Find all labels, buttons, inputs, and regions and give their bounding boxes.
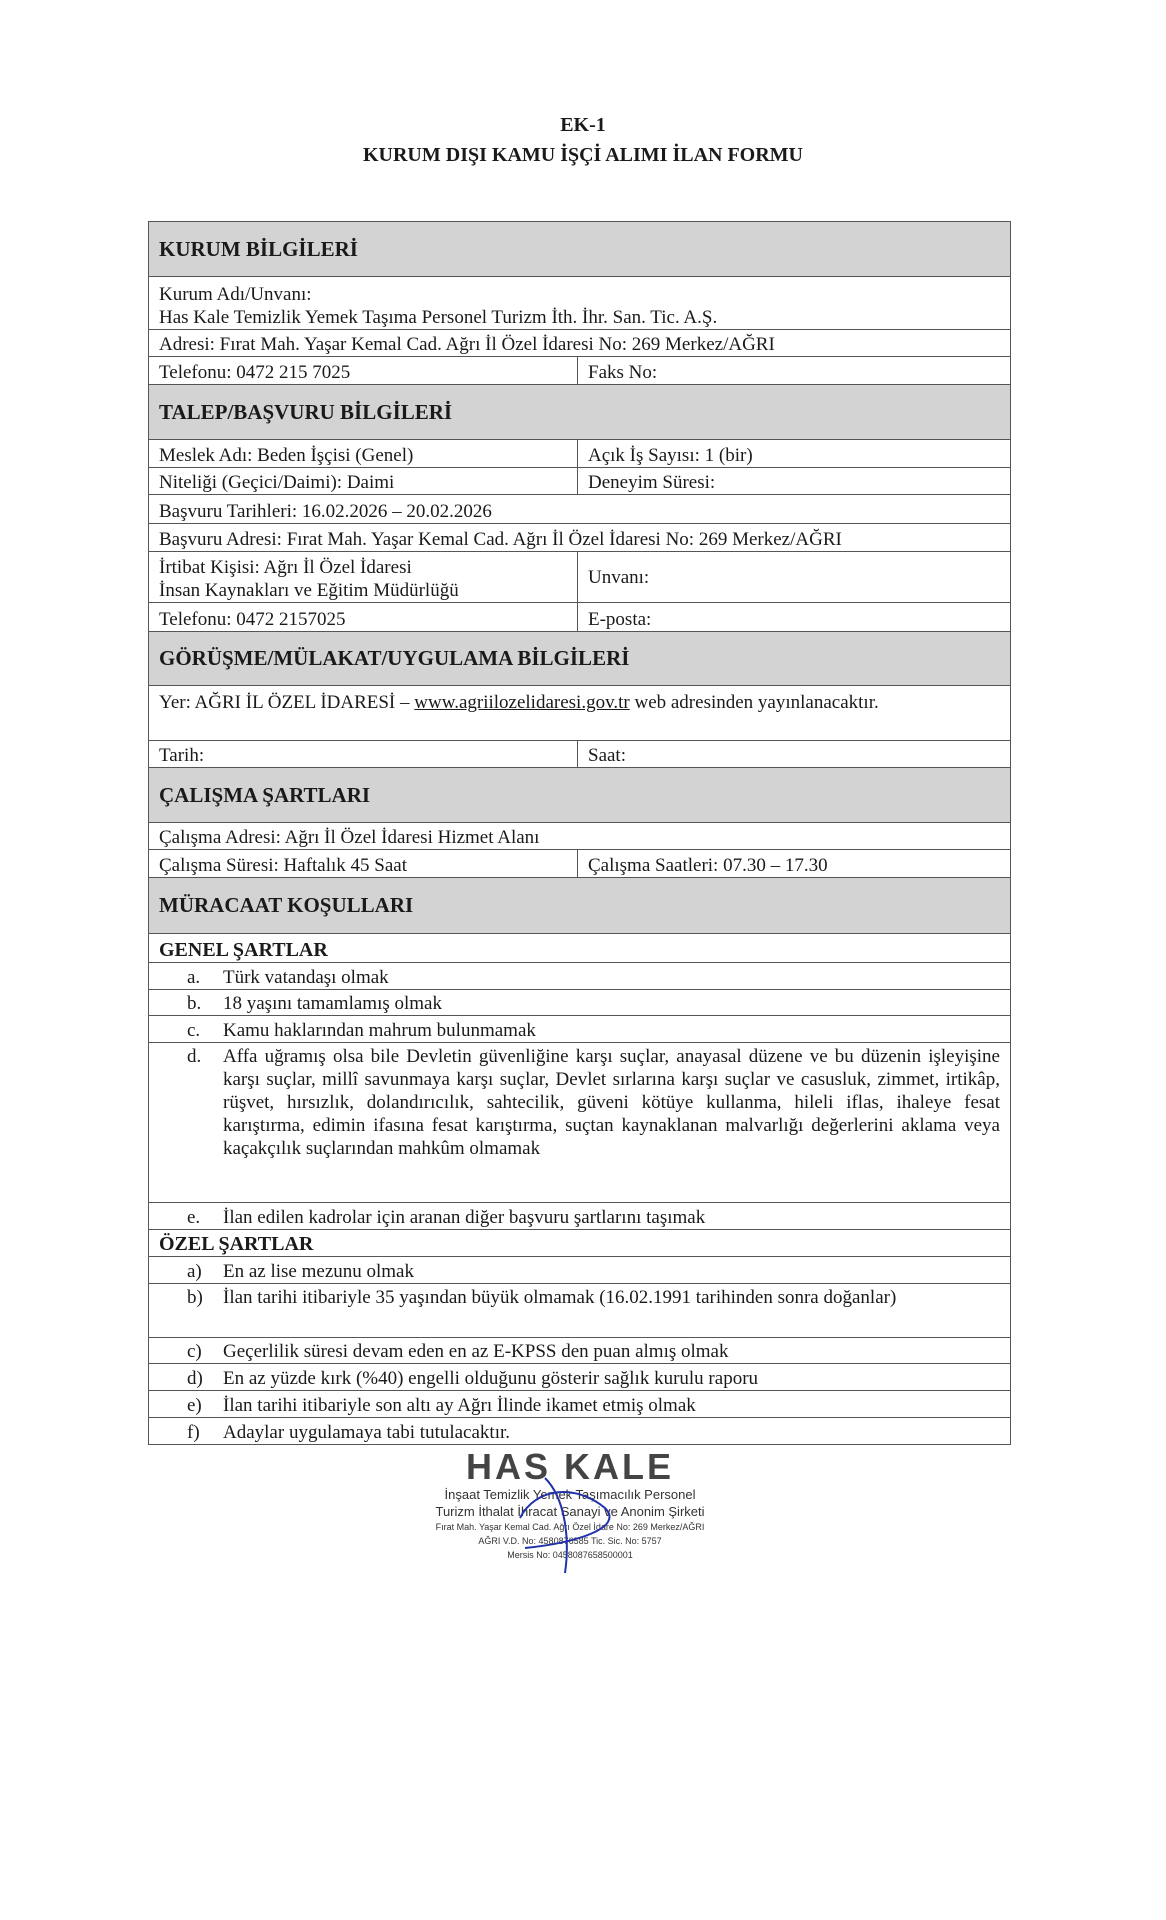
condition-row (149, 1418, 1010, 1445)
application-dates: Başvuru Tarihleri: 16.02.2026 – 20.02.2026 (159, 501, 492, 522)
stamp-line: İnşaat Temizlik Yemek Taşımacılık Personel (444, 1487, 696, 1502)
kurum-phone: Telefonu: 0472 215 7025 (149, 357, 578, 384)
stamp-line: Mersis No: 0458087658500001 (507, 1550, 633, 1560)
condition-text: Adaylar uygulamaya tabi tutulacaktır. (223, 1422, 511, 1443)
condition-row (149, 1016, 1010, 1043)
condition-row (149, 1391, 1010, 1418)
condition-row (149, 963, 1010, 990)
condition-text: İlan edilen kadrolar için aranan diğer başvuru şartlarını taşımak (223, 1207, 706, 1228)
contact-phone: Telefonu: 0472 2157025 (149, 603, 578, 631)
condition-text: Kamu haklarından mahrum bulunmamak (223, 1020, 536, 1041)
interview-date: Tarih: (149, 741, 578, 767)
condition-marker: e) (187, 1395, 202, 1416)
condition-marker: e. (187, 1207, 201, 1228)
condition-marker: b. (187, 993, 202, 1014)
contact-title: Unvanı: (588, 566, 650, 588)
kurum-address: Adresi: Fırat Mah. Yaşar Kemal Cad. Ağrı İl Özel İdaresi No: 269 Merkez/AĞRI (159, 334, 775, 355)
condition-marker: d. (187, 1046, 202, 1067)
stamp-line: Fırat Mah. Yaşar Kemal Cad. Ağrı Özel İdare No: 269 Merkez/AĞRI (435, 1522, 705, 1532)
condition-row (149, 1284, 1010, 1338)
condition-marker: d) (187, 1368, 203, 1389)
condition-text: Affa uğramış olsa bile Devletin güvenliğine karşı suçlar, anayasal düzene ve bu düzenin işleyişine karşı suçlar, millî savunmaya karşı suçlar, Devlet sırlarına karşı suçlar ve casusluk, zimmet, irtikâp, rüşvet, hırsızlık, dolandırıcılık, sahtecilik, güveni kötüye kullanma, hileli iflas, ihaleye fesat karıştırma, edimin ifasına fesat karıştırma, suçtan kaynaklanan malvarlığı değerlerini aklama veya kaçakçılık suçlarından mahkûm olmamak (223, 1046, 1000, 1159)
company-stamp (425, 1448, 715, 1562)
condition-marker: f) (187, 1422, 200, 1443)
annex-label: EK-1 (560, 114, 606, 136)
application-address: Başvuru Adresi: Fırat Mah. Yaşar Kemal Cad. Ağrı İl Özel İdaresi No: 269 Merkez/AĞRI (159, 529, 842, 550)
condition-row (149, 990, 1010, 1016)
condition-row (149, 1257, 1010, 1284)
open-positions: Açık İş Sayısı: 1 (bir) (588, 445, 753, 466)
condition-marker: c. (187, 1020, 201, 1041)
condition-marker: a. (187, 967, 201, 988)
contact-department: İnsan Kaynakları ve Eğitim Müdürlüğü (159, 580, 459, 601)
condition-text: 18 yaşını tamamlamış olmak (223, 993, 442, 1014)
job-name: Meslek Adı: Beden İşçisi (Genel) (149, 440, 578, 467)
work-address: Çalışma Adresi: Ağrı İl Özel İdaresi Hizmet Alanı (159, 827, 540, 848)
experience: Deneyim Süresi: (588, 472, 716, 493)
interview-place: Yer: AĞRI İL ÖZEL İDARESİ – (159, 692, 415, 713)
stamp-logo: HAS KALE (465, 1446, 674, 1487)
condition-row (149, 1338, 1010, 1364)
work-duration: Çalışma Süresi: Haftalık 45 Saat (149, 850, 578, 877)
general-conditions-heading: GENEL ŞARTLAR (149, 934, 1010, 963)
condition-text: İlan tarihi itibariyle 35 yaşından büyük olmamak (16.02.1991 tarihinden sonra doğanlar) (223, 1287, 897, 1308)
condition-marker: a) (187, 1261, 202, 1282)
condition-row (149, 1043, 1010, 1203)
form-title: KURUM DIŞI KAMU İŞÇİ ALIMI İLAN FORMU (362, 144, 804, 166)
work-hours: Çalışma Saatleri: 07.30 – 17.30 (588, 855, 828, 876)
contact-email: E-posta: (588, 609, 652, 630)
kurum-fax: Faks No: (588, 362, 658, 383)
stamp-line: Turizm İthalat İhracat Sanayi ve Anonim Şirketi (435, 1504, 705, 1519)
website-link[interactable]: www.agriilozelidaresi.gov.tr (414, 692, 630, 713)
section-muracaat-heading: MÜRACAAT KOŞULLARI (149, 878, 1010, 934)
section-kurum-heading: KURUM BİLGİLERİ (149, 222, 1010, 277)
kurum-name-label: Kurum Adı/Unvanı: (159, 284, 312, 305)
kurum-name: Has Kale Temizlik Yemek Taşıma Personel Turizm İth. İhr. San. Tic. A.Ş. (159, 307, 718, 328)
job-posting-form (148, 221, 1011, 1445)
section-talep-heading: TALEP/BAŞVURU BİLGİLERİ (149, 385, 1010, 440)
condition-text: Türk vatandaşı olmak (223, 967, 389, 988)
job-nature: Niteliği (Geçici/Daimi): Daimi (149, 468, 578, 494)
condition-text: Geçerlilik süresi devam eden en az E-KPSS den puan almış olmak (223, 1341, 729, 1362)
condition-text: En az yüzde kırk (%40) engelli olduğunu gösterir sağlık kurulu raporu (223, 1368, 759, 1389)
stamp-line: AĞRI V.D. No: 4580876585 Tic. Sic. No: 5757 (478, 1536, 662, 1546)
signature (425, 1448, 715, 1578)
interview-time: Saat: (588, 745, 626, 766)
section-calisma-heading: ÇALIŞMA ŞARTLARI (149, 768, 1010, 823)
condition-marker: b) (187, 1287, 203, 1308)
condition-marker: c) (187, 1341, 202, 1362)
condition-text: İlan tarihi itibariyle son altı ay Ağrı İlinde ikamet etmiş olmak (223, 1395, 696, 1416)
contact-person: İrtibat Kişisi: Ağrı İl Özel İdaresi (159, 557, 412, 578)
section-gorusme-heading: GÖRÜŞME/MÜLAKAT/UYGULAMA BİLGİLERİ (149, 632, 1010, 686)
condition-text: En az lise mezunu olmak (223, 1261, 414, 1282)
condition-row (149, 1203, 1010, 1230)
condition-row (149, 1364, 1010, 1391)
special-conditions-heading: ÖZEL ŞARTLAR (149, 1230, 1010, 1257)
interview-place-suffix: web adresinden yayınlanacaktır. (629, 692, 879, 713)
